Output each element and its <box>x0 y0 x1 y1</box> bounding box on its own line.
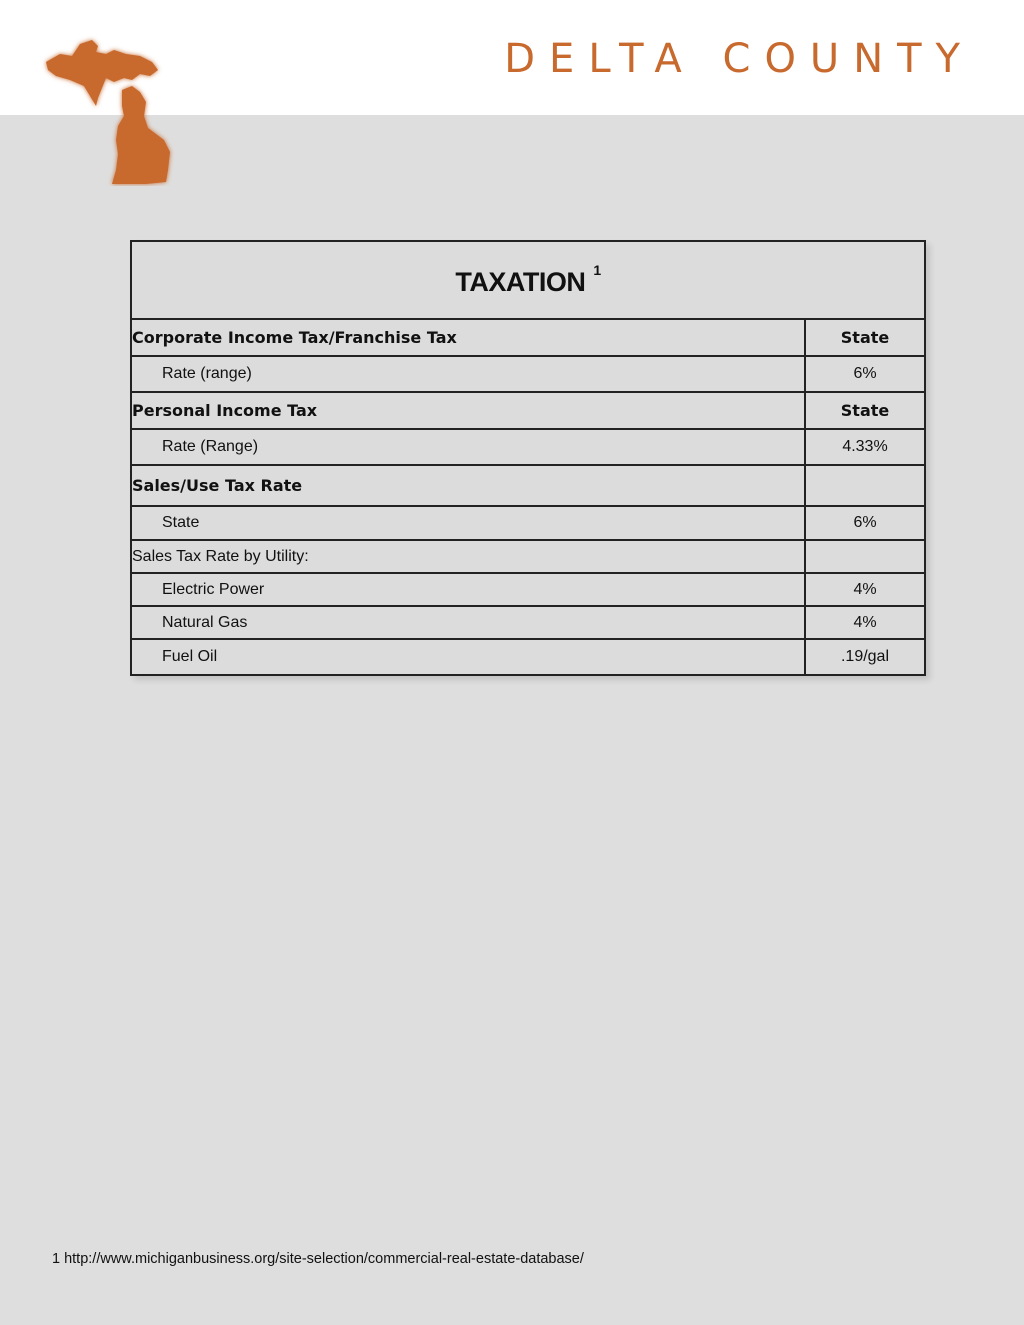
row-label: Fuel Oil <box>132 640 806 674</box>
table-title <box>455 261 601 298</box>
table-row <box>132 640 924 674</box>
table-row <box>132 541 924 574</box>
table-title-row <box>132 242 924 320</box>
footnote-marker: 1 <box>593 261 601 278</box>
row-label: Natural Gas <box>132 607 806 638</box>
row-value: 4% <box>853 580 877 598</box>
table-row <box>132 320 924 357</box>
row-label: Corporate Income Tax/Franchise Tax <box>132 320 806 355</box>
table-row <box>132 466 924 507</box>
row-value: 4.33% <box>842 438 888 455</box>
row-label: State <box>132 507 806 539</box>
table-row <box>132 393 924 430</box>
source-footnote: 1 http://www.michiganbusiness.org/site-selection/commercial-real-estate-database/ <box>52 1251 584 1267</box>
county-title: DELTA COUNTY <box>504 36 974 82</box>
table-row <box>132 607 924 640</box>
row-value: State <box>840 328 890 347</box>
table-row <box>132 357 924 393</box>
table-row <box>132 574 924 607</box>
row-value <box>806 541 924 572</box>
row-value: 6% <box>853 365 877 382</box>
page-header <box>0 0 1024 115</box>
row-value: 6% <box>853 514 877 531</box>
row-value: State <box>840 401 890 420</box>
row-label: Personal Income Tax <box>132 393 806 428</box>
row-label: Sales/Use Tax Rate <box>132 466 806 505</box>
table-row <box>132 507 924 541</box>
row-label: Rate (range) <box>132 357 806 391</box>
taxation-table <box>130 240 926 676</box>
row-value <box>806 466 924 505</box>
table-row <box>132 430 924 466</box>
row-value: 4% <box>853 613 877 631</box>
row-label: Rate (Range) <box>132 430 806 464</box>
michigan-map-logo <box>40 36 200 186</box>
row-value: .19/gal <box>840 648 890 665</box>
table-title-text: TAXATION <box>455 266 586 297</box>
row-label: Sales Tax Rate by Utility: <box>132 541 806 572</box>
row-label: Electric Power <box>132 574 806 605</box>
